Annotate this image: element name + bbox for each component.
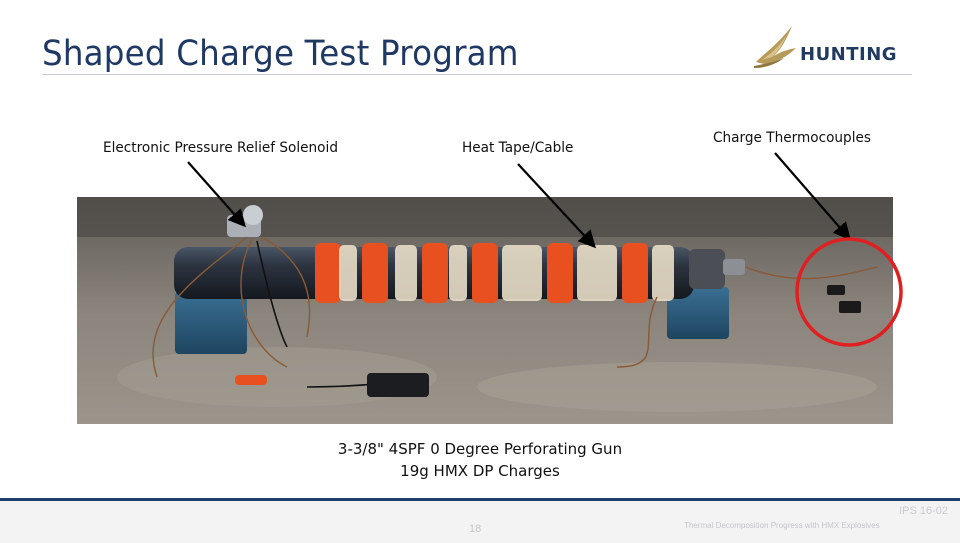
hunting-logo: [752, 22, 917, 70]
footer-note: Thermal Decomposition Progress with HMX Explosives: [684, 521, 880, 530]
photo-caption: [0, 438, 960, 482]
label-thermocouples: Charge Thermocouples: [713, 130, 871, 146]
slide-title: Shaped Charge Test Program: [42, 34, 519, 74]
title-divider: [42, 74, 912, 75]
perforating-gun-photo: [77, 197, 893, 424]
label-heat-tape: Heat Tape/Cable: [462, 140, 574, 156]
brand-name: HUNTING: [800, 44, 898, 65]
caption-line-2: 19g HMX DP Charges: [400, 462, 560, 480]
slide-footer: [0, 498, 960, 543]
footer-code: IPS 16-02: [899, 505, 948, 517]
hunting-wings-icon: [752, 22, 802, 70]
label-solenoid: Electronic Pressure Relief Solenoid: [103, 140, 338, 156]
page-number: 18: [469, 523, 482, 535]
caption-line-1: 3-3/8" 4SPF 0 Degree Perforating Gun: [337, 440, 623, 458]
